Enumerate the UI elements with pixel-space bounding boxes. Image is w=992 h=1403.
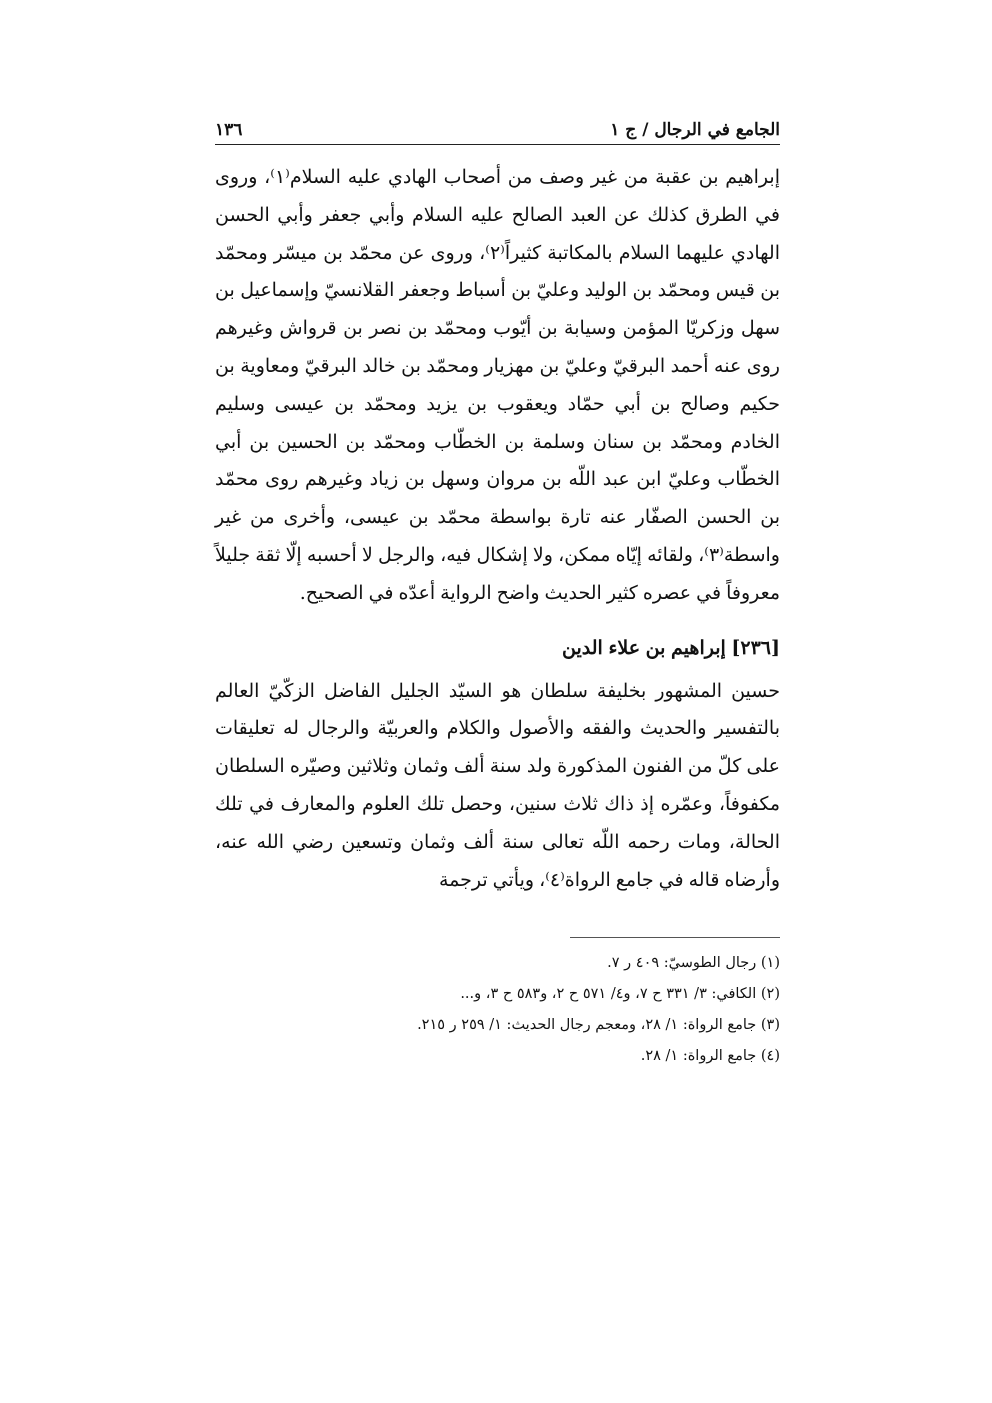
book-page xyxy=(215,100,780,1072)
paragraph-ibrahim-bin-alaa-aldin: حسين المشهور بخليفة سلطان هو السيّد الجليل الفاضل الزكّيّ العالم بالتفسير والحديث والفقه والأصول والكلام والعربيّة والرجال له تعليقات على كلّ من الفنون المذكورة ولد سنة ألف وثمان وثلاثين وصيّره السلطان مكفوفاً، وعمّره إذ ذاك ثلاث سنين، وحصل تلك العلوم والمعارف في تلك الحالة، ومات رحمه اللّه تعالى سنة ألف وثمان وتسعين رضي الله عنه، وأرضاه قاله في جامع الرواة⁽٤⁾، ويأتي ترجمة xyxy=(215,679,780,891)
footnote-divider xyxy=(570,937,780,938)
footnote-3: (٣) جامع الرواة: ١/ ٢٨، ومعجم رجال الحديث: ١/ ٢٥٩ ر ٢١٥. xyxy=(417,1017,780,1034)
footnote-1: (١) رجال الطوسيّ: ٤٠٩ ر ٧. xyxy=(607,955,780,972)
paragraph-ibrahim-bin-uqba: إبراهيم بن عقبة من غير وصف من أصحاب الهادي عليه السلام⁽١⁾، وروى في الطرق كذلك عن العبد الصالح عليه السلام وأبي جعفر وأبي الحسن الهادي عليهما السلام بالمكاتبة كثيراً⁽٢⁾، وروى عن محمّد بن ميسّر ومحمّد بن قيس ومحمّد بن الوليد وعليّ بن أسباط وجعفر القلانسيّ وإسماعيل بن سهل وزكريّا المؤمن وسيابة بن أيّوب ومحمّد بن نصر بن قرواش وغيرهم روى عنه أحمد البرقيّ وعليّ بن مهزيار ومحمّد بن خالد البرقيّ ومعاوية بن حكيم وصالح بن أبي حمّاد ويعقوب بن يزيد ومحمّد بن عيسى وسليم الخادم ومحمّد بن سنان وسلمة بن الخطّاب ومحمّد بن الحسين بن أبي الخطّاب وعليّ ابن عبد اللّه بن مروان وسهل بن زياد وغيرهم روى محمّد بن الحسن الصفّار عنه تارة بواسطة محمّد بن عيسى، وأخرى من غير واسطة⁽٣⁾، ولقائه إيّاه ممكن، ولا إشكال فيه، والرجل لا أحسبه إلّا ثقة جليلاً معروفاً في عصره كثير الحديث واضح الرواية أعدّه في الصحيح. xyxy=(215,166,780,604)
entry-heading: [٢٣٦] إبراهيم بن علاء الدين xyxy=(562,636,780,659)
page-number: ١٣٦ xyxy=(215,120,243,140)
running-header xyxy=(215,100,780,145)
running-title: الجامع في الرجال / ج ١ xyxy=(610,120,780,140)
footnotes xyxy=(215,937,780,1072)
footnote-2: (٢) الكافي: ٣/ ٣٣١ ح ٧، و٤/ ٥٧١ ح ٢، و٥٨٣ ح ٣، و... xyxy=(460,986,780,1003)
footnote-4: (٤) جامع الرواة: ١/ ٢٨. xyxy=(640,1048,780,1065)
main-text xyxy=(215,159,780,899)
